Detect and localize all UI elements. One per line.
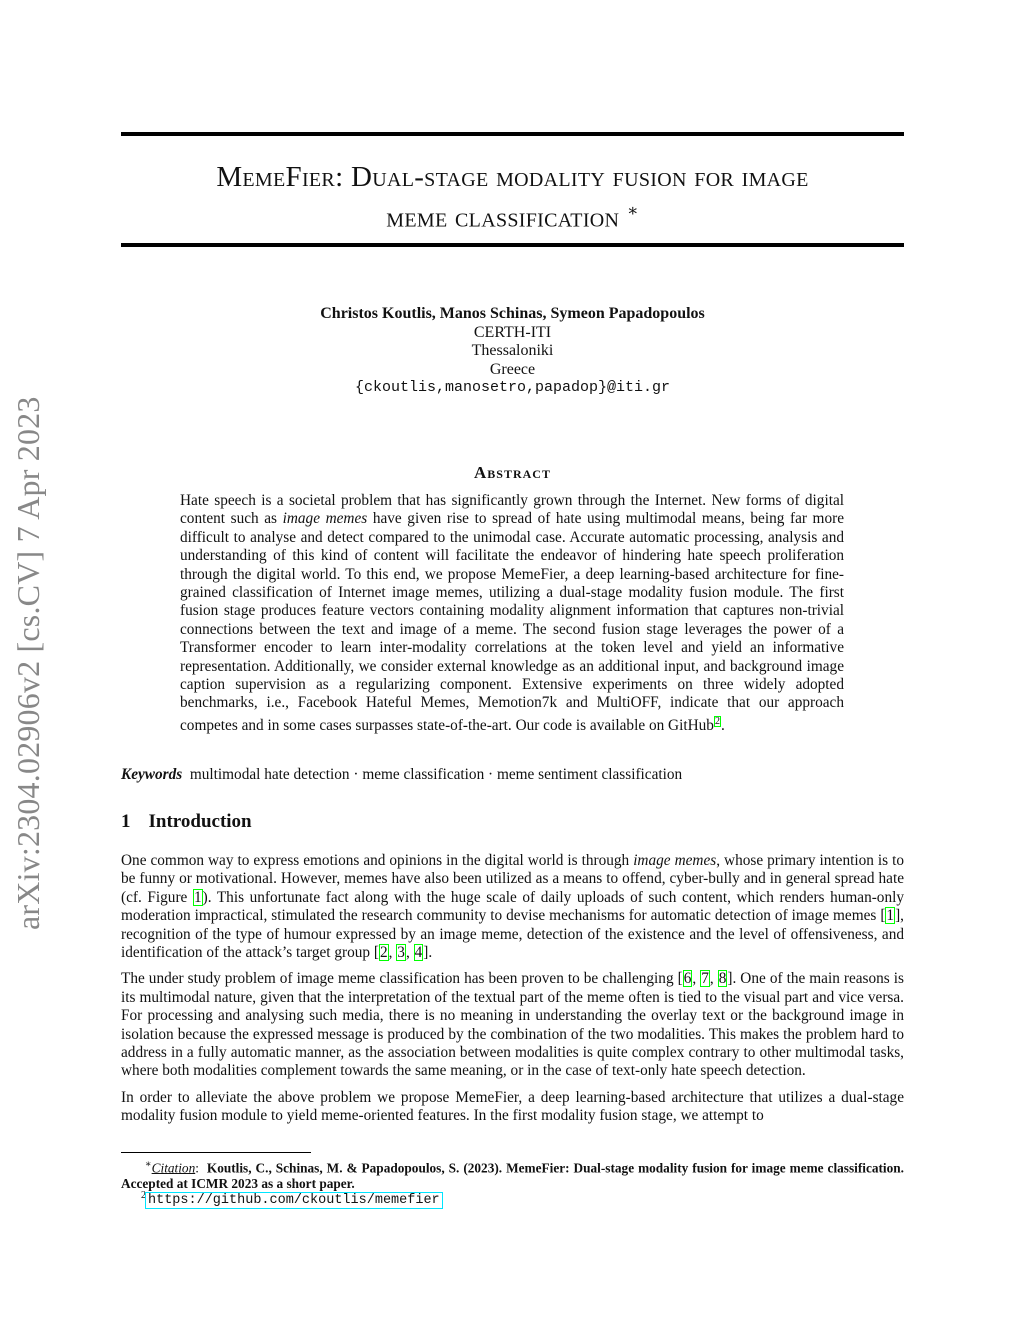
- abstract-text: Hate speech is a societal problem that has significantly grown through the Internet. New forms of digital content such as image memes have given rise to spread of hate using multimodal means, being far more difficult to analyse and detect compared to the unimodal case. Accurate automatic processing, analysis and understanding of this kind of content will facilitate the endeavor of hindering hate speech proliferation through the digital world. To this end, we propose MemeFier, a deep learning-based architecture for fine-grained classification of Internet image memes, utilizing a dual-stage modality fusion module. The first fusion stage produces feature vectors containing modality alignment information that captures non-trivial connections between the text and image of a meme. The second fusion stage leverages the power of a Transformer encoder to learn inter-modality correlations at the token level and yield an informative representation. Additionally, we consider external knowledge as an additional input, and background image caption supervision as a regularizing component. Extensive experiments on three widely adopted benchmarks, i.e., Facebook Hateful Memes, Memotion7k and MultiOFF, indicate that our approach competes and in some cases surpasses state-of-the-art. Our code is available on GitHub$^2$.: [180, 492, 844, 734]
- figure-ref[interactable]: 1: [193, 888, 202, 906]
- arxiv-stamp: arXiv:2304.02906v2 [cs.CV] 7 Apr 2023: [10, 396, 46, 930]
- footnote-rule: [121, 1152, 311, 1153]
- citation-ref[interactable]: 7: [701, 970, 709, 988]
- footnote-1: ∗Citation: Koutlis, C., Schinas, M. & Papadopoulos, S. (2023). MemeFier: Dual-stage modality fusion for image meme classification. Accepted at ICMR 2023 as a short paper.: [121, 1159, 904, 1192]
- author-email[interactable]: {ckoutlis,manosetro,papadop}@iti.gr: [354, 379, 671, 396]
- citation-ref[interactable]: 8: [718, 970, 727, 988]
- paper-title: [121, 160, 904, 235]
- title-bottom-rule: [121, 243, 904, 247]
- footnote-ref-2[interactable]: 2: [714, 715, 720, 727]
- keywords-text: multimodal hate detection · meme classification · meme sentiment classification: [189, 766, 683, 783]
- section-heading-introduction: 1 Introduction: [121, 811, 252, 832]
- citation-ref[interactable]: 2: [379, 944, 388, 962]
- keywords-label: Keywords: [121, 766, 183, 783]
- citation-ref[interactable]: 1: [886, 907, 895, 925]
- citation-ref[interactable]: 4: [414, 944, 423, 962]
- keywords: [121, 766, 904, 784]
- intro-body: [121, 852, 904, 1134]
- city: Thessaloniki: [471, 342, 554, 359]
- footnote-2: $^2$ https://github.com/ckoutlis/memefier: [141, 1190, 440, 1209]
- author-names: Christos Koutlis, Manos Schinas, Symeon Papadopoulos: [320, 305, 705, 322]
- citation-ref[interactable]: 6: [683, 970, 692, 988]
- intro-paragraph-2: The under study problem of image meme classification has been proven to be challenging [6, 7, 8]. One of the main reasons is its multimodal nature, given that the interpretation of the textual part of the meme often is tied to the visual part and vice versa. For processing and analysing such media, there is no meaning in understanding the overlay text or the background image in isolation because the expressed message is produced by the combination of the two modalities. This makes the problem hard to address in a fully automatic manner, as the association between modalities is quite complex contrary to other multimodal tasks, where both modalities complement towards the same meaning, or in the case of text-only hate speech detection.: [121, 970, 904, 1080]
- intro-paragraph-3: In order to alleviate the above problem we propose MemeFier, a deep learning-based architecture that utilizes a dual-stage modality fusion module to yield meme-oriented features. In the first modality fusion stage, we attempt to: [121, 1088, 904, 1125]
- title-footnote-mark[interactable]: ∗: [626, 201, 639, 220]
- github-link[interactable]: https://github.com/ckoutlis/memefier: [148, 1193, 440, 1209]
- intro-paragraph-1: One common way to express emotions and opinions in the digital world is through image memes, whose primary intention is to be funny or motivational. However, memes have also been utilized as a means to offend, cyber-bully and in general spread hate (cf. Figure 1). This unfortunate fact along with the huge scale of daily uploads of such content, which renders human-only moderation impractical, stimulated the research community to devise mechanisms for automatic detection of image memes [1], recognition of the type of humour expressed by an image meme, detection of the existence and the level of offensiveness, and identification of the attack’s target group [2, 3, 4].: [121, 852, 905, 962]
- author-block: [121, 305, 904, 398]
- affiliation: CERTH-ITI: [473, 323, 552, 341]
- title-line-1: MemeFier: Dual-stage modality fusion for image: [216, 161, 809, 193]
- title-line-2: meme classification: [386, 201, 620, 234]
- title-top-rule: [121, 132, 904, 136]
- abstract-heading: Abstract: [474, 463, 551, 482]
- citation-ref[interactable]: 3: [397, 944, 405, 962]
- country: Greece: [489, 360, 536, 378]
